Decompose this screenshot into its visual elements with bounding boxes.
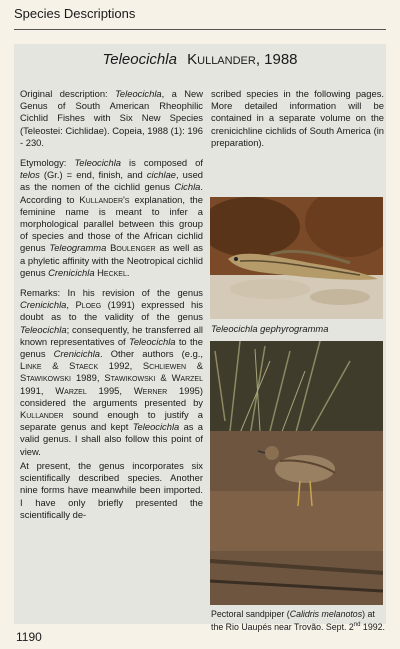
ety-17: Heckel: [97, 266, 127, 278]
etymology: [20, 157, 203, 279]
rem-1: In his revision of the genus: [60, 287, 203, 299]
rem-2: Crenicichla: [20, 299, 67, 311]
genus-ref: Teleocichla: [115, 88, 162, 99]
ety-15: Crenicichla: [48, 266, 95, 278]
genus-name: Teleocichla: [102, 51, 177, 68]
remarks-paragraph-2: At present, the genus incorporates six scientifically described species. Another nine forms have meanwhile been imported. I have only briefly presented the scientifically de-: [20, 459, 203, 520]
remarks: [20, 287, 203, 458]
rem-23: sound enough to justify a separate genus and kept: [20, 409, 203, 433]
rem-20: Werner: [133, 384, 168, 396]
ety-13: Boulenger: [110, 242, 156, 254]
original-description: [20, 88, 203, 149]
rem-14: Schliewen & Stawikowski: [20, 360, 203, 384]
cap2-b: Calidris melanotos: [289, 609, 363, 619]
rem-18: Warzel: [55, 384, 87, 396]
page-number: 1190: [16, 630, 42, 644]
rem-16: Stawikowski & Warzel: [104, 372, 203, 384]
ety-10: explanation, the feminine name is meant to infer a morphological parallel between this group of species and those of the African cichlid genus: [20, 193, 203, 254]
ety-5: cichlae: [146, 169, 176, 181]
ety-8: . According to: [20, 181, 203, 205]
sandpiper-photo: [210, 341, 383, 605]
rem-5: (1991) expressed his doubt as to the validity of the genus: [20, 299, 203, 323]
ety-6: , used as the nomen of the cichlid genus: [20, 169, 203, 193]
right-column-text: scribed species in the following pages. More detailed information will be contained in a separate volume on the crenicichline cichlids of South America (in preparation).: [211, 88, 384, 148]
cap2-d: nd: [353, 622, 361, 628]
cap2-a: Pectoral sandpiper (: [211, 609, 290, 619]
rem-4: Ploeg: [75, 299, 102, 311]
original-text: , a New Genus of South American Rheophilic Cichlid Fishes with Six New Species (Teleostei: Cichlidae). Copeia, 1988 (1): 196 - 230.: [20, 88, 203, 148]
ety-18: .: [126, 266, 130, 278]
rem-15: 1989,: [70, 372, 105, 384]
rem-21: 1995) considered the arguments presented by: [20, 384, 203, 408]
rem-19: 1995,: [86, 384, 134, 396]
rem-22: Kullander: [20, 409, 64, 421]
rem-7: ; consequently, he transferred all known representatives of: [20, 323, 203, 347]
rem-8: Teleocichla: [128, 335, 176, 347]
genus-author: Kullander, 1988: [187, 51, 298, 68]
ety-2: is composed of: [121, 157, 203, 169]
running-header: Species Descriptions: [14, 6, 136, 21]
fish-photo: [210, 197, 383, 319]
sandpiper-photo-caption: [211, 609, 389, 633]
ety-3: telos: [20, 169, 40, 181]
original-label: Original description:: [20, 88, 108, 99]
rem-25: as a valid genus. I shall also follow this point of view.: [20, 421, 204, 457]
cap2-c: ) at the Rio Uaupés near Trovão. Sept. 2: [211, 609, 375, 632]
ety-4: (Gr.) = end, finish, and: [39, 169, 147, 181]
genus-title: [0, 51, 400, 68]
rem-10: Crenicichla: [53, 348, 101, 360]
rem-9: to the genus: [20, 335, 203, 360]
rem-11: . Other authors (e.g.,: [100, 348, 203, 360]
rem-3: ,: [66, 299, 76, 311]
remarks-label: Remarks:: [20, 287, 61, 299]
rem-17: 1991,: [20, 384, 56, 396]
etymology-label: Etymology:: [20, 157, 67, 169]
fish-photo-caption: Teleocichla gephyrogramma: [211, 323, 329, 334]
left-column: [20, 88, 203, 529]
cap2-e: 1992.: [360, 621, 385, 632]
ety-1: Teleocichla: [74, 157, 121, 169]
rem-12: Linke & Staeck: [20, 360, 99, 372]
rem-13: 1992,: [98, 360, 143, 372]
ety-7: Cichla: [174, 181, 201, 193]
header-rule: [14, 29, 386, 30]
rem-24: Teleocichla: [132, 421, 180, 433]
ety-9: Kullander's: [79, 193, 130, 205]
ety-11: Teleogramma: [49, 242, 107, 254]
rem-6: Teleocichla: [20, 323, 67, 335]
ety-14: as well as a phyletic affinity with the Neotropical cichlid genus: [20, 242, 203, 278]
